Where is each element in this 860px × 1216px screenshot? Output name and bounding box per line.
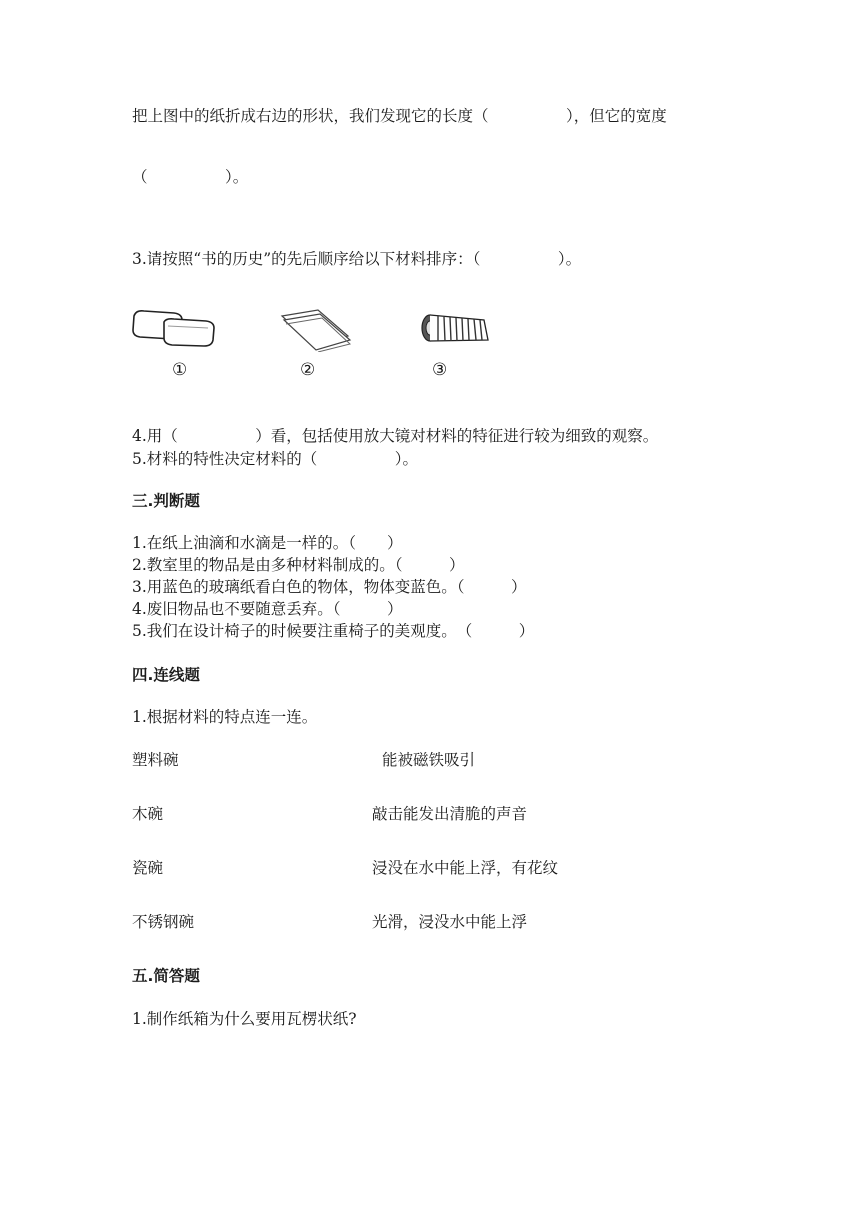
judge-item-3: 3.用蓝色的玻璃纸看白色的物体，物体变蓝色。（ ）	[132, 578, 527, 596]
match-left-1: 塑料碗	[132, 751, 179, 769]
section-5-title: 五.简答题	[132, 967, 200, 985]
match-right-1: 能被磁铁吸引	[382, 751, 476, 769]
question-2-line-2: （ ）。	[132, 168, 249, 186]
judge-item-5: 5.我们在设计椅子的时候要注重椅子的美观度。 （ ）	[132, 622, 535, 640]
match-left-2: 木碗	[132, 805, 164, 823]
question-2-line-1: 把上图中的纸折成右边的形状，我们发现它的长度（ ），但它的宽度	[132, 107, 667, 125]
image-label-2: ②	[300, 360, 316, 380]
match-right-3: 浸没在水中能上浮，有花纹	[372, 859, 559, 877]
judge-item-4: 4.废旧物品也不要随意丢弃。（ ）	[132, 600, 403, 618]
bamboo-scroll-icon	[418, 310, 494, 346]
match-left-3: 瓷碗	[132, 859, 164, 877]
clay-tablets-icon	[128, 306, 220, 350]
question-4: 4.用（ ）看，包括使用放大镜对材料的特征进行较为细致的观察。	[132, 427, 659, 445]
match-left-4: 不锈钢碗	[132, 913, 195, 931]
question-5: 5.材料的特性决定材料的（ ）。	[132, 450, 419, 468]
question-3: 3.请按照“书的历史”的先后顺序给以下材料排序：（ ）。	[132, 250, 582, 268]
judge-item-2: 2.教室里的物品是由多种材料制成的。（ ）	[132, 556, 465, 574]
match-right-4: 光滑，浸没水中能上浮	[372, 913, 528, 931]
matching-question: 1.根据材料的特点连一连。	[132, 708, 318, 726]
paper-sheets-icon	[278, 306, 354, 352]
match-right-2: 敲击能发出清脆的声音	[372, 805, 528, 823]
image-label-1: ①	[172, 360, 188, 380]
image-label-3: ③	[432, 360, 448, 380]
short-answer-question: 1.制作纸箱为什么要用瓦楞状纸?	[132, 1010, 357, 1028]
judge-item-1: 1.在纸上油滴和水滴是一样的。（ ）	[132, 534, 403, 552]
section-3-title: 三.判断题	[132, 492, 200, 510]
section-4-title: 四.连线题	[132, 666, 200, 684]
